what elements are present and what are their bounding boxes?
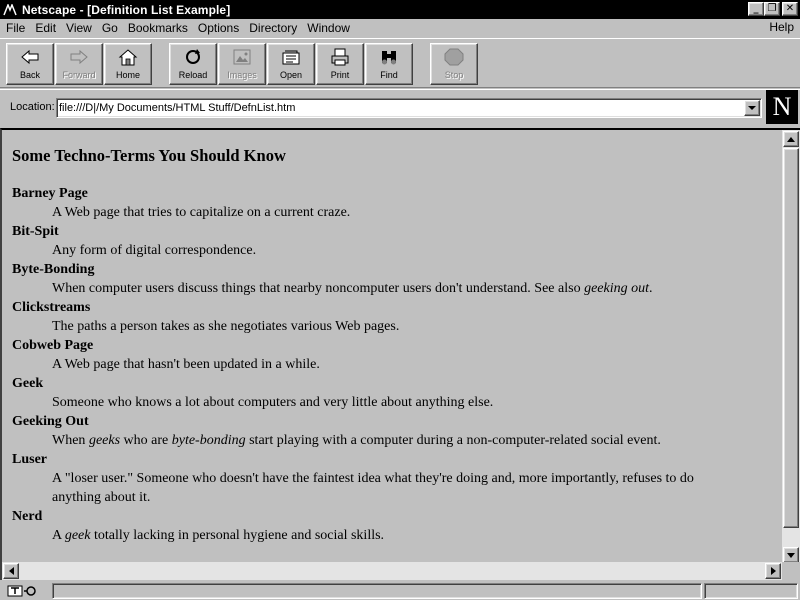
definition-text: start playing with a computer during a non-computer-related social event. <box>245 433 661 448</box>
definition-text: A <box>52 528 65 543</box>
definition-term: Geek <box>12 376 44 391</box>
scroll-right-button[interactable] <box>765 563 781 579</box>
menu-bookmarks[interactable]: Bookmarks <box>127 21 188 35</box>
broken-key-icon <box>7 585 41 597</box>
minimize-button[interactable] <box>748 2 764 16</box>
find-binoculars-icon <box>378 47 400 67</box>
definition-term: Luser <box>12 452 47 467</box>
page-content <box>2 130 782 564</box>
title-bar <box>0 0 800 19</box>
open-icon <box>280 47 302 67</box>
definition-text: who are <box>120 433 172 448</box>
definition-emphasis: geeking out <box>584 281 649 296</box>
menu-bar <box>0 19 800 37</box>
close-icon: ✕ <box>785 3 795 14</box>
location-dropdown-button[interactable] <box>744 100 760 116</box>
definition-text: When computer users discuss things that nearby noncomputer users don't understand. See also <box>52 281 585 296</box>
location-input[interactable] <box>59 100 739 116</box>
close-button[interactable] <box>782 2 798 16</box>
definition-term: Barney Page <box>12 186 88 201</box>
progress-indicator <box>704 583 798 599</box>
definition-description <box>52 526 782 545</box>
definition-text: . <box>649 281 653 296</box>
images-label: Images <box>227 70 257 80</box>
stop-label: Stop <box>444 70 464 80</box>
definition-term: Clickstreams <box>12 300 91 315</box>
definition-term: Nerd <box>12 509 43 524</box>
print-icon <box>329 47 351 67</box>
definition-text: Any form of digital correspondence. <box>52 243 257 258</box>
find-button[interactable] <box>365 43 413 85</box>
definition-emphasis: geeks <box>88 433 121 448</box>
menu-edit[interactable]: Edit <box>35 21 57 35</box>
menu-go[interactable]: Go <box>101 21 118 35</box>
arrow-left-icon <box>9 567 14 575</box>
definition-term: Byte-Bonding <box>12 262 95 277</box>
definition-description <box>52 355 782 374</box>
definition-description <box>52 469 782 507</box>
definition-description <box>52 431 782 450</box>
definition-term: Bit-Spit <box>12 224 59 239</box>
scroll-up-button[interactable] <box>783 131 799 147</box>
reload-button[interactable] <box>169 43 217 85</box>
toolbar <box>0 38 800 88</box>
restore-icon: ❐ <box>767 3 777 14</box>
security-indicator[interactable] <box>0 583 48 599</box>
open-button[interactable] <box>267 43 315 85</box>
minimize-icon: _ <box>753 3 759 14</box>
definition-text: totally lacking in personal hygiene and social skills. <box>90 528 385 543</box>
logo-letter: N <box>772 92 792 121</box>
content-viewport <box>0 128 800 580</box>
netscape-app-icon[interactable] <box>2 3 18 17</box>
netscape-logo[interactable] <box>766 90 798 124</box>
forward-arrow-icon <box>68 47 90 67</box>
definition-description <box>52 393 782 412</box>
find-label: Find <box>380 70 398 80</box>
stop-sign-icon <box>443 47 465 67</box>
arrow-down-icon <box>787 553 795 558</box>
menu-directory[interactable]: Directory <box>249 21 298 35</box>
definition-text: A Web page that tries to capitalize on a current craze. <box>52 205 351 220</box>
open-label: Open <box>279 70 303 80</box>
definition-emphasis: byte-bonding <box>171 433 246 448</box>
page-heading: Some Techno-Terms You Should Know <box>12 146 286 165</box>
definition-description <box>52 241 782 260</box>
definition-term: Cobweb Page <box>12 338 94 353</box>
home-button[interactable] <box>104 43 152 85</box>
scroll-left-button[interactable] <box>3 563 19 579</box>
location-field <box>56 98 762 118</box>
print-label: Print <box>330 70 350 80</box>
definition-text: When <box>52 433 89 448</box>
definition-list <box>12 184 782 545</box>
arrow-right-icon <box>771 567 776 575</box>
back-arrow-icon <box>19 47 41 67</box>
definition-text: A Web page that hasn't been updated in a while. <box>52 357 320 372</box>
images-icon <box>231 47 253 67</box>
stop-button[interactable] <box>430 43 478 85</box>
menu-options[interactable]: Options <box>197 21 240 35</box>
status-message <box>52 583 702 599</box>
chevron-down-icon <box>748 106 756 111</box>
definition-text: A "loser user." Someone who doesn't have the faintest idea what they're doing and, more importantly, refuses to do anything about it. <box>52 471 694 505</box>
menu-view[interactable]: View <box>66 21 92 35</box>
definition-description <box>52 203 782 222</box>
print-button[interactable] <box>316 43 364 85</box>
definition-description <box>52 279 782 298</box>
images-button[interactable] <box>218 43 266 85</box>
home-label: Home <box>115 70 140 80</box>
back-label: Back <box>19 70 40 80</box>
reload-label: Reload <box>178 70 208 80</box>
horizontal-scrollbar[interactable] <box>2 562 782 580</box>
location-bar <box>0 89 800 125</box>
scroll-down-button[interactable] <box>783 547 799 563</box>
window-title: Netscape - [Definition List Example] <box>22 2 231 17</box>
home-icon <box>117 47 139 67</box>
location-label: Location: <box>10 101 55 113</box>
menu-help[interactable]: Help <box>769 20 794 34</box>
forward-label: Forward <box>62 70 96 80</box>
vertical-scroll-thumb[interactable] <box>783 148 799 528</box>
vertical-scrollbar[interactable] <box>782 130 800 564</box>
back-button[interactable] <box>6 43 54 85</box>
arrow-up-icon <box>787 137 795 142</box>
status-bar <box>0 582 800 600</box>
definition-emphasis: geek <box>64 528 91 543</box>
definition-text: Someone who knows a lot about computers and very little about anything else. <box>52 395 494 410</box>
forward-button[interactable] <box>55 43 103 85</box>
restore-button[interactable] <box>764 2 780 16</box>
definition-term: Geeking Out <box>12 414 89 429</box>
reload-icon <box>182 47 204 67</box>
definition-description <box>52 317 782 336</box>
menu-file[interactable]: File <box>6 21 26 35</box>
definition-text: The paths a person takes as she negotiates various Web pages. <box>52 319 400 334</box>
menu-window[interactable]: Window <box>307 21 350 35</box>
scrollbar-corner <box>782 562 800 580</box>
